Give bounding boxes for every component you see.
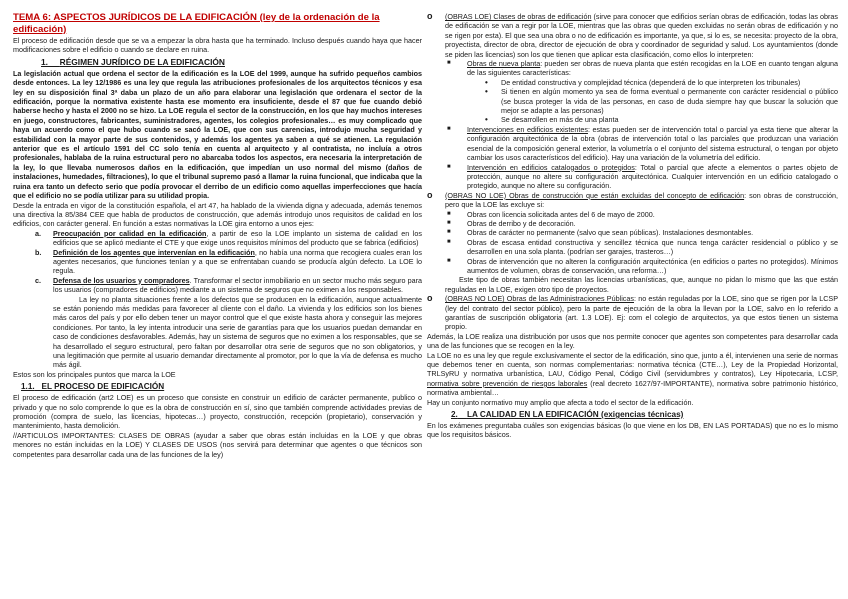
list-item: [447, 238, 838, 257]
list-item-text: Si tienen en algún momento ya sea de forma eventual o permanente con carácter residencial o público (se busca proteger la vida de las personas, en caso de duda siempre hay que buscar la solución que mejor se adapte a las personas): [501, 87, 838, 116]
list-item-title: Defensa de los usuarios y compradores: [53, 275, 190, 285]
square-bullet-icon: ■: [447, 219, 451, 226]
list-item-title: Intervención en edificios catalogados o protegidos: [467, 162, 635, 172]
list-item-text: . Transformar el sector inmobiliario en un sector mucho más seguro para los usuarios (compradores de edificios) mediante a un sistema de seguros que no eximen a los responsables.: [53, 275, 422, 295]
process-paragraph: El proceso de edificación (art2 LOE) es un proceso que consiste en construir un edificio de carácter permanente, publico o privado y que no solo comprende lo que es la obra de construcción en sí, sino que también comprende actividades previas de promoción (compra de suelo, las licencias, hipotecas…) proyecto, construcción, recepción (propietario), conservación y mantenimiento, hasta demolición.: [13, 393, 422, 431]
list-item: [427, 294, 838, 332]
section-title: LA CALIDAD EN LA EDIFICACIÓN (exigencias técnicas): [466, 410, 684, 420]
section-heading-2: [451, 409, 838, 420]
list-item: [485, 78, 838, 87]
dot-bullet-icon: •: [485, 87, 488, 97]
list-item: [427, 12, 838, 59]
important-articles-paragraph: //ARTICULOS IMPORTANTES: CLASES DE OBRAS (ayudar a saber que obras están incluidas en la LOE y que obras menores no están incluidas en la LOE) Y CLASES DE USOS (nos servirá para determinar que agentes o que técnicos son competentes para desarrollar cada una de las funciones de la ley): [13, 430, 422, 459]
list-item-text: : no están reguladas por la LOE, sino que se rigen por la LCSP (ley del contrato del sector público), pero la parte de ejecución de la obra la llevan por la LOE, salvo en lo referido a garantías de suscripción obligatoria (art. 1.3 LOE). Ej: com el colegio de arquitectos, ya que estos tienen un sistema propio.: [445, 294, 838, 332]
square-bullet-icon: ■: [447, 229, 451, 236]
exam-note-paragraph: En los exámenes preguntaba cuáles son exigencias básicas (lo que viene en los DB, EN LAS PORTADAS) que no es lo mismo que los requisitos básicos.: [427, 421, 838, 440]
list-item: [447, 257, 838, 276]
section-number: 1.: [41, 56, 48, 67]
list-marker: b.: [35, 247, 42, 257]
list-item-text: Obras de derribo y de decoración.: [467, 218, 576, 228]
square-bullet-icon: ■: [447, 125, 451, 132]
square-bullet-icon: ■: [447, 257, 451, 264]
list-item-title: Obras de nueva planta: [467, 59, 541, 69]
list-item: [35, 229, 422, 248]
dot-bullet-icon: •: [485, 77, 488, 87]
section-number: 2.: [451, 410, 458, 420]
list-item-text: (sirve para conocer que edificios serían obras de edificación, todas las obras de edificación se van a regir por la LOE, mientras que las obras que queden excluidas no serán obras de edificación y no se rigen por esta). El que sea una obra o no de edificación es importante, ya que, si lo es, se necesita: proyecto de la obra, proyectista, director de obra, director de ejecución de obra y coordinador de seguridad y salud. Los ayuntamientos (donde se piden las licencias) son los que tienen que aplicar esta clasificación, como ellos lo interpreten:: [445, 12, 839, 59]
list-item: [35, 276, 422, 295]
list-item-text: : pueden ser obras de nueva planta que estén recogidas en la LOE en cuanto tengan alguna de las siguientes características:: [467, 59, 838, 78]
page-title: TEMA 6: ASPECTOS JURÍDICOS DE LA EDIFICACIÓN (ley de la ordenación de la edificación): [13, 12, 380, 35]
list-item-text: Obras de escasa entidad constructiva y sencillez técnica que nunca tenga carácter residencial o público y se desarrollen en una sola planta. (podrían ser garajes, trasteros…): [467, 237, 838, 257]
list-item-title: (OBRAS NO LOE) Obras de las Administraciones Públicas: [445, 294, 634, 304]
list-item-text: : Total o parcial que afecte a elementos o partes objeto de protección, aunque no altere su configuración arquitectónica. Cualquier intervención en un edificio catalogado o protegido, aunque no altere su configuración.: [467, 162, 838, 191]
section-heading-1: [41, 57, 422, 68]
list-item-text: Obras de carácter no permanente (salvo que sean públicas). Instalaciones desmontables.: [467, 228, 754, 238]
list-item-title: Preocupación por calidad en la edificación: [53, 228, 207, 238]
section-title: RÉGIMEN JURÍDICO DE LA EDIFICACIÓN: [59, 56, 225, 67]
list-item-text: : son obras de construcción, pero que la LOE las excluye si:: [445, 190, 838, 210]
list-item: [485, 87, 838, 115]
list-item-text: , no había una norma que recogiera cuales eran los agentes necesarios, que funciones tenían y a que se enfrentaban cuando se producía algún defecto. La LOE lo regula.: [53, 247, 423, 276]
subsection-number: 1.1.: [21, 382, 35, 392]
list-item: [35, 248, 422, 276]
list-item-text: , a partir de eso la LOE implanto un sistema de calidad en los edificios que se aplicó mediante el CTE y que exige unos requisitos mínimos del producto que se fabrica (edificios): [53, 228, 422, 248]
legislation-paragraph: La legislación actual que ordena el sector de la edificación es la LOE del 1999, aunque ha sufrido pequeños cambios desde entonces. La ley 12/1986 es una ley que regula las atribuciones profesionales de los arquitectos técnicos y esa ley en su disposición final 3ª daba un plazo de un año para elaborar una legislación que ordenara el sector de la edificación, porque la normativa existente hasta ese momento era insuficiente, desde el 87 que fue cuando debió haberse hecho y hasta el 2000 no se hizo. La LOE regula el sector de la construcción, en los que hay muchos intereses en juego, constructores, fabricantes, suministradores, agentes, los colegios profesionales… es muy complicado que haya un acuerdo como el que hubo cuando se sacó la LOE, que con sus carencias, introdujo mucha seguridad y estabilidad con la mayor parte de sus contenidos, y además los agentes ya saben a qué se atienen. La regulación anterior que es el artículo 1591 del CC solo tenía en cuenta al arquitecto y al contratista, no incluía a otros profesionales, hablaba de la ruina estructural pero no abarcaba todos los aspectos, era necesaria la interpretación de la ley, lo que llevaba numerosos daños en la edificación, que impedían un uso normal del mismo (daños de instalaciones, humedades, filtraciones), lo que el tribunal supremo pasó a llamar la ruina funcional, que indicaba que la ruina era tanto un defecto serio que podía provocar el derribo de un edificio como aquellas imperfecciones que hacía que el edificio no se podía utilizar para su utilidad propia.: [13, 68, 422, 201]
list-marker: c.: [35, 275, 41, 285]
list-item-text: Obras de intervención que no alteren la configuración arquitectónica (en edificios o partes no protegidos). Mínimos aumentos de volumen, obras de conservación, una reforma…): [467, 256, 838, 275]
circle-bullet-icon: o: [427, 11, 433, 21]
list-item-text: : estas pueden ser de intervención total o parcial ya esta tiene que alterar la configuración arquitectónica de la obra (obras de intervención total o las parciales que produzcan una variación esencial de la composición general exterior, la volumetría o el conjunto del sistema estructural, o tengan por objeto cambiar los usos característicos del edificio). Hay una variación de la volumetría del edificio.: [467, 124, 838, 163]
list-item: [447, 163, 838, 191]
summary-line: Estos son los principales puntos que marca la LOE: [13, 369, 176, 379]
list-item-text: Se desarrollen en más de una planta: [501, 115, 619, 125]
square-bullet-icon: ■: [447, 60, 451, 67]
list-item-continuation: La ley no planta situaciones frente a los defectos que se producen en la edificación, aunque actualmente se están poniendo más medidas para favorecer al cliente con el daño. La vivienda y los edificios son los bienes más caros del país y por ello deben tener un mayor control que el que existe hasta ahora y conseguir las mejores condiciones. Por tanto, la ley intenta introducir una serie de garantías para que los usuarios puedan demandar en caso de condiciones desfavorables. Además, hay un sistema de seguros que no eximen a los responsables, que se ha desarrollado el seguro estructural, pero faltan por desarrollar otra serie de seguros que no son obligatorios, y una legitimación que permite al usuario demandar directamente al promotor, por lo que la vía de defensa es mucho más ágil.: [53, 294, 422, 370]
excluded-note: Este tipo de obras también necesitan las licencias urbanísticas, que, aunque no pidan lo mismo que las que están reguladas en la LOE, exigen otro tipo de proyectos.: [445, 275, 838, 294]
square-bullet-icon: ■: [447, 163, 451, 170]
list-item: [447, 125, 838, 163]
square-bullet-icon: ■: [447, 210, 451, 217]
square-bullet-icon: ■: [447, 238, 451, 245]
subsection-heading-1-1: [21, 381, 422, 392]
subsection-title: EL PROCESO DE EDIFICACIÓN: [41, 382, 165, 392]
dot-bullet-icon: •: [485, 115, 488, 125]
intro-paragraph: El proceso de edificación desde que se va a empezar la obra hasta que ha terminado. Incluso después cuando haya que hacer modificaciones sobre el edificio o cuando se declare en ruina.: [13, 36, 422, 55]
list-item: [447, 59, 838, 78]
left-column: [13, 12, 422, 459]
list-item-text: De entidad constructiva y complejidad técnica (dependerá de lo que interpreten los tribunales): [501, 77, 801, 87]
list-marker: a.: [35, 228, 41, 238]
right-column: [427, 12, 838, 440]
list-item: [427, 191, 838, 210]
complementary-norms-paragraph: La LOE no es una ley que regule exclusivamente el sector de la edificación, sino que, junto a él, intervienen una serie de normas que debemos tener en cuenta, son normas complementarias: normativa técnica (CTE…), Ley de la Propiedad Horizontal, TRLSyRU y normativa urbanística, LAU, Código Penal, Código Civil (servidumbres y contratos), Ley Hipotecaria, LCSP, normativa sobre prevención de riesgos laborales (real decreto 1627/97-IMPORTANTE), normativa sobre patrimonio histórico, normativa ambiental…: [427, 350, 839, 398]
risk-prevention-link-text: normativa sobre prevención de riesgos laborales: [427, 378, 588, 388]
list-item-title: (OBRAS LOE) Clases de obras de edificación: [445, 12, 592, 21]
norms-summary-line: Hay un conjunto normativo muy amplio que afecta a todo el sector de la edificación.: [427, 397, 694, 407]
list-item: [447, 210, 838, 219]
list-item: [485, 115, 838, 124]
circle-bullet-icon: o: [427, 189, 433, 200]
list-item: [447, 228, 838, 237]
uses-paragraph: Además, la LOE realiza una distribución por usos que nos permite conocer que agentes son competentes para desarrollar cada una de las funciones que se recogen en la ley.: [427, 331, 838, 351]
list-item-text: Obras con licencia solicitada antes del 6 de mayo de 2000.: [467, 209, 655, 219]
constitution-paragraph: Desde la entrada en vigor de la constitución española, el art 47, ha hablado de la vivienda digna y adecuada, además tenemos una directiva la 85/384 CEE que habla de productos de construcción, que además introdujo unos requisitos de calidad en los edificios, con carácter general. En función a estas normativas la LOE gira entorno a unos ejes:: [13, 200, 422, 229]
list-item-title: Intervenciones en edificios existentes: [467, 124, 588, 134]
circle-bullet-icon: o: [427, 293, 433, 304]
list-item: [447, 219, 838, 228]
list-item-title: (OBRAS NO LOE) Obras de construcción que están excluidas del concepto de edificación: [445, 190, 745, 200]
list-item-title: Definición de los agentes que intervenían en la edificación: [53, 247, 255, 257]
